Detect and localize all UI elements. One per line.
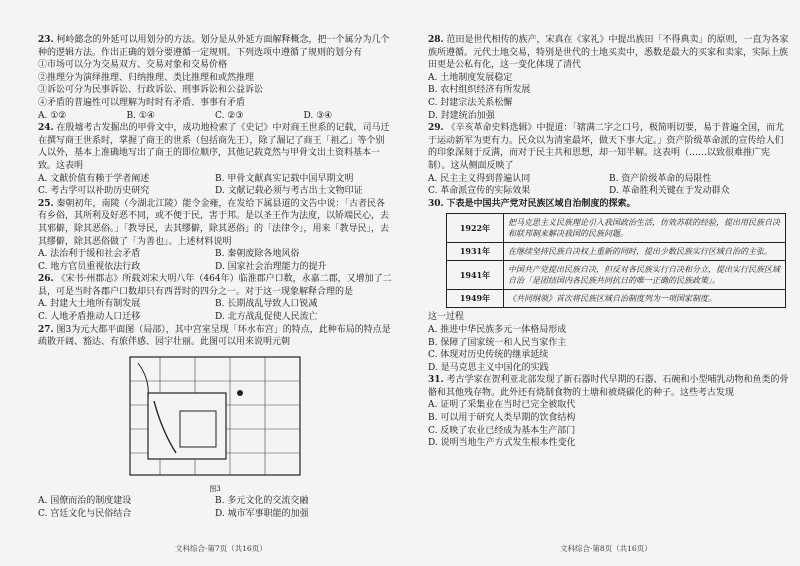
table-row — [447, 243, 786, 261]
options — [428, 173, 790, 198]
policy-table — [446, 213, 786, 308]
option-a: A. 证明了采集业在当时已完全被取代 — [428, 400, 576, 411]
question-number: 27. — [38, 324, 54, 335]
option-a: A. ①② — [38, 110, 67, 121]
page-footer: 文科综合·第7页（共16页） — [175, 544, 267, 553]
option-b: B. 长期战乱导致人口锐减 — [215, 299, 318, 310]
option-a: A. 推进中华民族多元一体格局形成 — [428, 324, 567, 335]
option-d: D. 革命胜利关键在于发动群众 — [609, 186, 730, 197]
options — [38, 248, 392, 273]
table-row — [447, 290, 786, 308]
option-d: D. 是马克思主义中国化的实践 — [428, 362, 549, 373]
question-item: ②推理分为演绎推理、归纳推理、类比推理和或然推理 — [38, 72, 255, 83]
table-row — [447, 214, 786, 243]
question-number: 28. — [428, 35, 444, 45]
options — [428, 72, 790, 122]
question-28 — [428, 34, 790, 122]
option-c: C. 考古学可以补助历史研究 — [38, 186, 150, 197]
options — [428, 324, 790, 374]
year-cell: 1949年 — [447, 290, 504, 308]
options — [38, 110, 392, 123]
question-number: 26. — [38, 274, 54, 285]
text-cell: 中国共产党提出民族自决，但反对各民族实行自决和分立，提出实行民族区域自治「是团结国内各民族共同抗日的唯一正确的民族政策」。 — [504, 261, 786, 290]
question-number: 23. — [38, 35, 54, 45]
option-d: D. 说明当地生产方式发生根本性变化 — [428, 438, 576, 449]
option-c: C. 宫廷文化与民俗结合 — [38, 509, 132, 520]
option-a: A. 封建大土地所有制发展 — [38, 299, 141, 310]
option-d: D. 城市军事职能的加强 — [215, 509, 309, 520]
question-lead: 这一过程 — [428, 312, 465, 323]
question-31 — [428, 374, 790, 450]
text-cell: 把马克思主义民族理论引入我国政治生活，仿效苏联的经验，提出用民族自决和联邦制来解决我国的民族问题。 — [504, 214, 786, 243]
question-stem: 《辛亥革命史料选辑》中提道：「辖满二字之口号，极简明切要，易于普遍全国，而尤于运动新军为更有力。民众以为清室最坏，做天下事大定。」资产阶级革命派的宣传给人们的印象深刻于反满，而对于民主共和思想，却一知半解。这表明（……以致很难推广宪制）。这从侧面反映了 — [428, 123, 785, 171]
option-c: C. 革命派宣传的实际效果 — [428, 186, 531, 197]
question-26 — [38, 273, 392, 323]
year-cell: 1931年 — [447, 243, 504, 261]
option-a: A. 土地制度发展稳定 — [428, 72, 513, 83]
question-stem: 下表是中国共产党对民族区域自治制度的探索。 — [446, 198, 636, 209]
question-25 — [38, 198, 392, 274]
city-plan-map — [120, 353, 310, 483]
right-page — [410, 0, 800, 566]
option-b: B. 甲骨文献真实记载中国早期文明 — [215, 173, 354, 184]
question-stem: 在殷墟考古发掘出的甲骨文中，成功地检索了《史记》中对商王世系的记载，司马迁在撰写商王世系时，掌握了商王的世系（包括商先王），除了漏记了商王「祖乙」等个别人以外，基本上准确地写出了商王的即位顺序，其他记载竟然与甲骨文出土资料基本一致。这表明 — [38, 123, 390, 171]
question-number: 25. — [38, 198, 54, 209]
question-30 — [428, 198, 790, 375]
question-item: ④矛盾的普遍性可以理解为时时有矛盾、事事有矛盾 — [38, 97, 246, 108]
question-number: 31. — [428, 375, 444, 386]
question-item: ①市场可以分为交易双方、交易对象和交易价格 — [38, 60, 228, 71]
question-stem: 《宋书·州郡志》所载刘宋大明八年（464年）临淮郡户口数，永嘉二郡，又增加了二县，可是当时各郡户口数却只有西晋时的四分之一。对于这一现象解释合理的是 — [38, 274, 392, 297]
text-cell: 在继续坚持民族自决权上重新的同时，提出少数民族实行区域自治的主张。 — [504, 243, 786, 261]
question-stem: 范田是世代相传的族产，宋真在《家礼》中提出族田「不得典卖」的原则，一直为各家族所遵循。元代土地交易，特别是世代的土地买卖中，悉数是最大的买家和卖家，实际上族田更是公私有化，这一变化体现了清代 — [428, 35, 789, 71]
question-number: 24. — [38, 123, 54, 134]
option-c: C. 反映了农业已经成为基本生产部门 — [428, 425, 576, 436]
option-b: B. ①④ — [126, 110, 155, 121]
question-29 — [428, 122, 790, 198]
option-b: B. 秦朝废除各地风俗 — [215, 249, 300, 260]
option-d: D. ③④ — [303, 110, 333, 121]
option-c: C. ②③ — [215, 110, 244, 121]
option-a: A. 文献价值有赖于学者阐述 — [38, 173, 150, 184]
options — [38, 495, 392, 520]
figure-caption: 图3 — [209, 484, 221, 493]
option-b: B. 多元文化的交流交融 — [215, 496, 309, 507]
option-c: C. 封建宗法关系松懈 — [428, 97, 513, 108]
option-d: D. 封建统治加强 — [428, 110, 495, 121]
question-stem: 柯岭懿念的外延可以用划分的方法。划分是从外延方面解释概念，把一个属分为几个种的逻辑方法。作出正确的划分要遵循一定规则。下列选项中遵循了规则的划分有 — [38, 35, 390, 58]
option-d: D. 北方战乱促使人民流亡 — [215, 312, 318, 323]
page-footer: 文科综合·第8页（共16页） — [560, 544, 652, 553]
option-a: A. 法治利于缓和社会矛盾 — [38, 249, 141, 260]
option-c: C. 人地矛盾推动人口迁移 — [38, 312, 141, 323]
option-b: B. 农村组织经济有所发展 — [428, 85, 531, 96]
option-a: A. 国僚而治的制度建设 — [38, 496, 132, 507]
year-cell: 1941年 — [447, 261, 504, 290]
year-cell: 1922年 — [447, 214, 504, 243]
option-b: B. 保障了国家统一和人民当家作主 — [428, 337, 567, 348]
question-stem: 秦朝初年，南陵（今湖北江陵）能令金雍，在发给下属县道的文告中说：「古者民各有乡俗，其所利及好恶不同，或不便于民，害于邦。是以圣王作为法度，以矫端民心，去其邪僻，除其恶俗。」「教导民，去其缪僻，除其恶俗」的「法律令」，用来「教导民」，去其缪僻，除其恶俗做了「为善也」。上述材料说明 — [38, 198, 390, 247]
text-cell: 《共同纲领》首次将民族区域自治制度列为一项国家制度。 — [504, 290, 786, 308]
option-c: C. 体现对历史传统的继承延续 — [428, 350, 549, 361]
question-number: 30. — [428, 198, 444, 209]
question-item: ③诉讼可分为民事诉讼、行政诉讼、刑事诉讼和公益诉讼 — [38, 85, 264, 96]
option-d: D. 国家社会治理能力的提升 — [215, 261, 327, 272]
question-number: 29. — [428, 123, 444, 134]
question-stem: 考古学家在贺利亚北部发现了新石器时代早期的石器、石碗和小型哺乳动物和鱼类的骨骼和其他残存物。此外还有烧制食物的土塘和被烧碳化的种子。这些考古发现 — [428, 375, 789, 398]
options — [38, 298, 392, 323]
question-23 — [38, 34, 392, 122]
question-stem: 图3为元大都平面图（局部），其中宫室呈现「环水布宫」的特点，此种布局的特点是疏散开阔、豁达、有旅伴感、园宇壮丽。此图可以用来说明元朝 — [38, 324, 391, 348]
options — [38, 173, 392, 198]
question-24 — [38, 122, 392, 198]
question-27 — [38, 324, 392, 521]
option-d: D. 文献记载必须与考古出土文物印证 — [215, 186, 363, 197]
option-a: A. 民主主义得到普遍认同 — [428, 173, 531, 184]
options — [428, 399, 790, 449]
option-b: B. 可以用于研究人类早期的饮食结构 — [428, 413, 576, 424]
table-row — [447, 261, 786, 290]
option-b: B. 资产阶级革命的局限性 — [609, 173, 712, 184]
option-c: C. 地方官员重视依法行政 — [38, 261, 141, 272]
